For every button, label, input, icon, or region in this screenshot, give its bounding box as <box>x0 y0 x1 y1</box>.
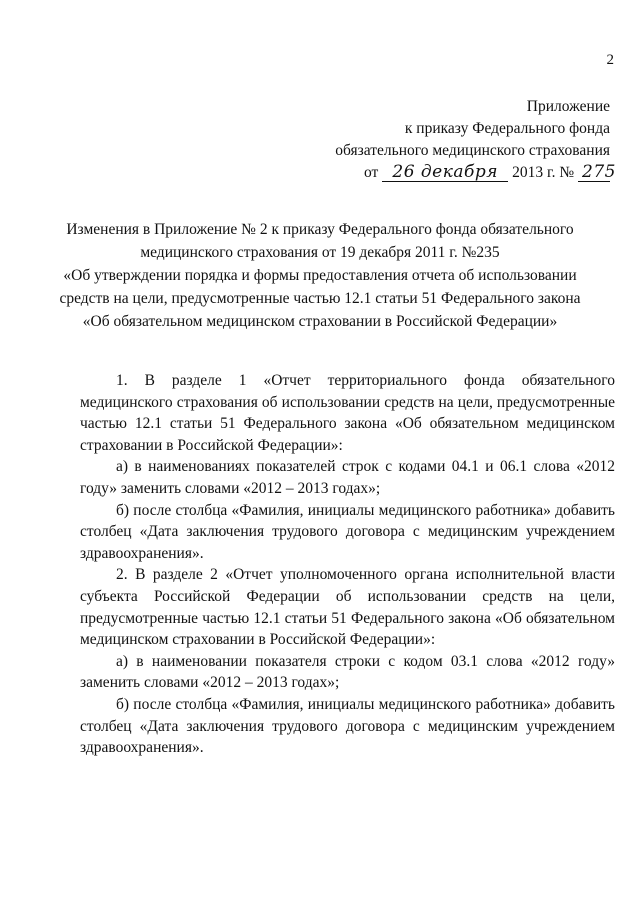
appendix-fund-name: обязательного медицинского страхования <box>335 142 610 159</box>
appendix-label: Приложение <box>526 98 610 115</box>
title-line: «Об обязательном медицинском страховании в Российской Федерации» <box>82 313 558 330</box>
paragraph-section-1b: б) после столбца «Фамилия, инициалы медицинского работника» добавить столбец «Дата заключения трудового договора с медицинским учреждением здравоохранения». <box>80 501 615 562</box>
title-line: «Об утверждении порядка и формы предоставления отчета об использовании <box>63 267 577 284</box>
paragraph-section-1a: а) в наименованиях показателей строк с кодами 04.1 и 06.1 слова «2012 году» заменить словами «2012 – 2013 годах»; <box>80 458 615 497</box>
title-line: средств на цели, предусмотренные частью 12.1 статьи 51 Федерального закона <box>59 290 581 307</box>
paragraph-section-2a: а) в наименовании показателя строки с кодом 03.1 слова «2012 году» заменить словами «2012 – 2013 годах»; <box>80 652 615 692</box>
title-line: Изменения в Приложение № 2 к приказу Федерального фонда обязательного <box>66 221 574 238</box>
paragraph-section-2: 2. В разделе 2 «Отчет уполномоченного органа исполнительной власти субъекта Российской Федерации об использовании средств на цели, предусмотренные частью 12.1 статьи 51 Федерального закона «Об обязательном медицинском страховании в Российской Федерации»: <box>80 566 615 649</box>
appendix-date-line <box>190 162 616 184</box>
paragraph-section-2b: б) после столбца «Фамилия, инициалы медицинского работника» добавить столбец «Дата заключения трудового договора с медицинским учреждением здравоохранения». <box>80 695 615 757</box>
page-number: 2 <box>606 52 614 68</box>
date-prefix: от <box>364 164 379 181</box>
title-line: медицинского страхования от 19 декабря 2011 г. №235 <box>140 244 500 261</box>
paragraph-section-1: 1. В разделе 1 «Отчет территориального фонда обязательного медицинского страхования об использовании средств на цели, предусмотренные частью 12.1 статьи 51 Федерального закона «Об обязательном медицинском страховании в Российской Федерации»: <box>80 372 615 454</box>
appendix-order-ref: к приказу Федерального фонда <box>404 120 610 137</box>
handwritten-date: 26 декабря <box>382 163 508 182</box>
handwritten-number: 275 <box>578 163 610 182</box>
document-title <box>40 218 600 333</box>
year-text: 2013 г. № <box>512 164 575 181</box>
appendix-header <box>190 96 616 184</box>
document-body <box>80 370 615 759</box>
